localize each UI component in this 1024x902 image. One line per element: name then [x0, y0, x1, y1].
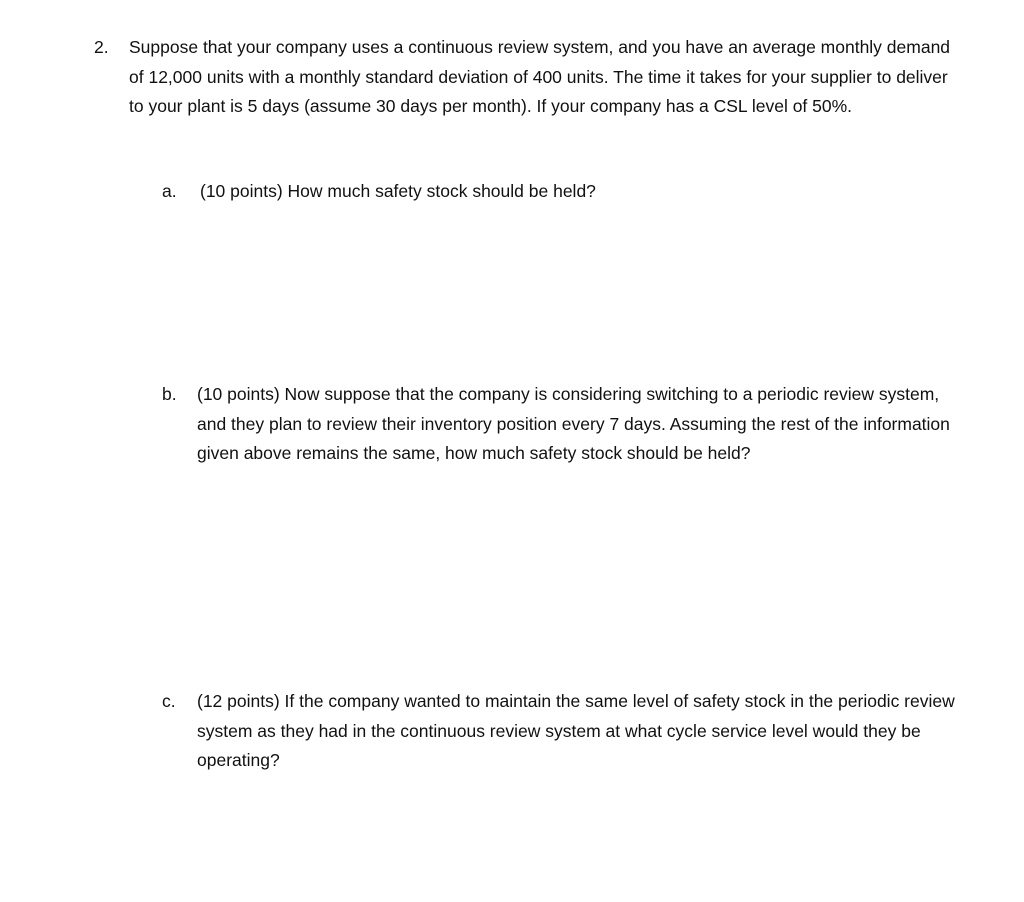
part-a-label: a.	[162, 181, 177, 201]
part-a-text: (10 points) How much safety stock should be held?	[200, 181, 596, 201]
part-b-text: (10 points) Now suppose that the company is considering switching to a periodic review system, and they plan to review their inventory position every 7 days. Assuming the rest of the information given above remains the same, how much safety stock should be held?	[197, 384, 950, 463]
part-c-text: (12 points) If the company wanted to maintain the same level of safety stock in the periodic review system as they had in the continuous review system at what cycle service level would they be operating?	[197, 691, 955, 770]
part-b-label: b.	[162, 384, 177, 404]
question-number: 2.	[94, 37, 109, 57]
question-prompt: Suppose that your company uses a continuous review system, and you have an average monthly demand of 12,000 units with a monthly standard deviation of 400 units. The time it takes for your supplier to deliver to your plant is 5 days (assume 30 days per month). If your company has a CSL level of 50%.	[129, 37, 951, 116]
part-c-label: c.	[162, 691, 176, 711]
